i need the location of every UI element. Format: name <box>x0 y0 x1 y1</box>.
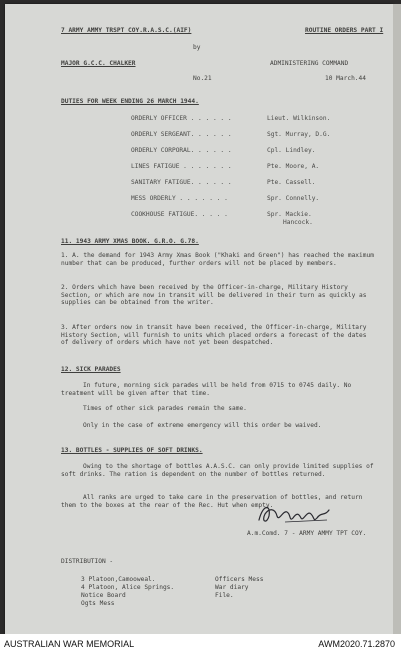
section-paragraph: Times of other sick parades remain the same. <box>83 405 247 412</box>
duty-role: MESS ORDERLY . . . . . . . <box>131 195 228 202</box>
distribution-item: Officers Mess <box>215 576 264 583</box>
commanding-line: ADMINISTERING COMMAND <box>270 60 349 67</box>
section-paragraph: 3. After orders now in transit have been received, the Officer-in-charge, Military History Section, will furnish to units which placed orders a forecast of the dates of delivery of orders which have not yet been despatched. <box>61 324 367 347</box>
handwritten-signature <box>255 500 335 528</box>
duty-name: Pte. Cassell. <box>267 179 316 186</box>
section-heading: 13. BOTTLES - SUPPLIES OF SOFT DRINKS. <box>61 447 203 454</box>
duty-role: SANITARY FATIGUE. . . . . . <box>131 179 232 186</box>
page-edge <box>393 4 401 634</box>
duty-name: Sgt. Murray, D.G. <box>267 131 331 138</box>
duty-name: Spr. Mackie. <box>267 211 312 218</box>
archive-reference: AWM2020.71.2870 <box>318 639 395 649</box>
section-heading: 12. SICK PARADES <box>61 366 121 373</box>
duty-name: Cpl. Lindley. <box>267 147 316 154</box>
routine-orders-title: ROUTINE ORDERS PART I <box>305 27 384 34</box>
distribution-item: Notice Board <box>81 592 126 599</box>
distribution-item: 3 Platoon,Camooweal. <box>81 576 156 583</box>
document-page <box>5 4 393 634</box>
section-paragraph: In future, morning sick parades will be held from 0715 to 0745 daily. No treatment will be given after that time. <box>61 382 352 397</box>
distribution-item: Ogts Mess <box>81 600 115 607</box>
order-number: No.21 <box>193 75 212 82</box>
section-heading: 11. 1943 ARMY XMAS BOOK. G.R.O. G.78. <box>61 238 199 245</box>
section-paragraph: Owing to the shortage of bottles A.A.S.C. can only provide limited supplies of soft drinks. The ration is dependent on the number of bottles returned. <box>61 463 374 478</box>
section-paragraph: All ranks are urged to take care in the preservation of bottles, and return them to the boxes at the rear of the Rec. Hut when empty. <box>61 494 363 509</box>
distribution-heading: DISTRIBUTION - <box>61 558 114 565</box>
section-paragraph: Only in the case of extreme emergency will this order be waived. <box>83 422 322 429</box>
order-date: 10 March.44 <box>325 75 366 82</box>
distribution-item: File. <box>215 592 234 599</box>
archive-footer <box>0 634 401 653</box>
signature-title: A.m.Comd. 7 - ARMY AMMY TPT COY. <box>247 530 367 537</box>
duty-role: LINES FATIGUE . . . . . . . <box>131 163 232 170</box>
duty-name: Spr. Connelly. <box>267 195 320 202</box>
distribution-item: War diary <box>215 584 249 591</box>
duty-name: Hancock. <box>283 219 313 226</box>
duties-heading: DUTIES FOR WEEK ENDING 26 MARCH 1944. <box>61 98 199 105</box>
duty-role: ORDERLY OFFICER . . . . . . <box>131 115 232 122</box>
officer-line: MAJOR G.C.C. CHALKER <box>61 60 136 67</box>
duty-name: Pte. Moore, A. <box>267 163 320 170</box>
unit-line: 7 ARMY AMMY TRSPT COY.R.A.S.C.(AIF) <box>61 27 192 34</box>
section-paragraph: 2. Orders which have been received by the Officer-in-charge, Military History Section, or which are now in transit will be delivered in their turn as quickly as supplies can be obtained from the writer. <box>61 284 367 307</box>
section-paragraph: 1. A. the demand for 1943 Army Xmas Book ("Khaki and Green") has reached the maximum number that can be produced, further orders will not be placed by members. <box>61 252 374 267</box>
duty-role: COOKHOUSE FATIGUE. . . . . <box>131 211 228 218</box>
archive-name: AUSTRALIAN WAR MEMORIAL <box>4 639 135 649</box>
by-line: by <box>193 44 201 51</box>
distribution-item: 4 Platoon, Alice Springs. <box>81 584 175 591</box>
duty-name: Lieut. Wilkinson. <box>267 115 331 122</box>
duty-role: ORDERLY SERGEANT. . . . . . <box>131 131 232 138</box>
duty-role: ORDERLY CORPORAL. . . . . . <box>131 147 232 154</box>
